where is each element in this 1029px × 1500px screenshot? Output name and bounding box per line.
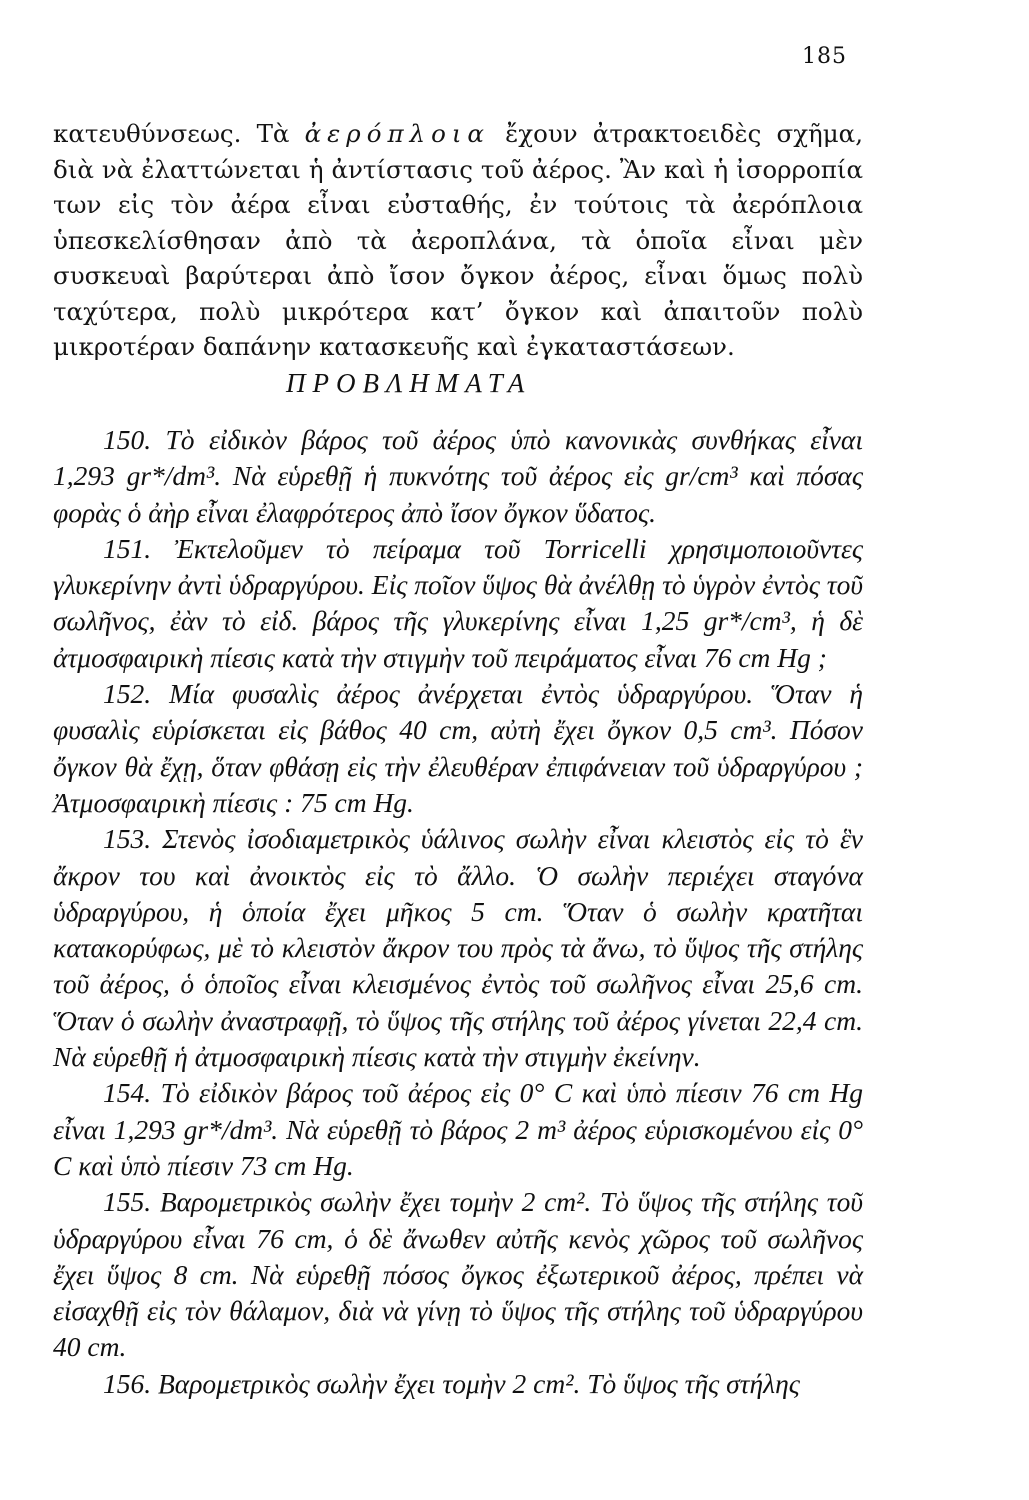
intro-spaced-word: ἀερόπλοια <box>304 119 490 148</box>
problem-number: 151. <box>103 532 152 564</box>
problem-number: 154. <box>103 1077 152 1109</box>
problem-number: 153. <box>103 823 152 855</box>
problem-153 <box>53 821 863 1075</box>
problem-number: 155. <box>103 1186 152 1218</box>
problems-heading: ΠΡΟΒΛΗΜΑΤΑ <box>286 368 532 398</box>
intro-paragraph <box>53 116 863 365</box>
problems-list <box>53 422 863 1402</box>
intro-lead: κατευθύνσεως. Τὰ <box>53 119 305 148</box>
problem-number: 152. <box>103 678 152 710</box>
problem-152 <box>53 676 863 821</box>
page-number: 185 <box>802 44 847 69</box>
problem-number: 150. <box>103 424 152 455</box>
problem-text: Βαρομετρικὸς σωλὴν ἔχει τομὴν 2 cm². Τὸ ὕψος τῆς στήλης <box>158 1367 800 1399</box>
problem-text: Τὸ εἰδικὸν βάρος τοῦ ἀέρος ὑπὸ κανονικὰς συνθήκας εἶναι 1,293 gr*/dm³. Νὰ εὑρεθῇ ἡ πυκνότης τοῦ ἀέρος εἰς gr/cm³ καὶ πόσας φορὰς ὁ ἀὴρ εἶναι ἐλαφρότερος ἀπὸ ἴσον ὄγκον ὕδατος. <box>53 424 864 528</box>
problem-150 <box>53 422 863 531</box>
intro-text: ἔχουν ἀτρακτοειδὲς σχῆμα, διὰ νὰ ἐλαττώνεται ἡ ἀντίστασις τοῦ ἀέρος. Ἂν καὶ ἡ ἰσορροπία των εἰς τὸν ἀέρα εἶναι εὐσταθής, ἐν τούτοις τὰ ἀερόπλοια ὑπεσκελίσθησαν ἀπὸ τὰ ἀεροπλάνα, τὰ ὁποῖα εἶναι μὲν συσκευαὶ βαρύτεραι ἀπὸ ἴσον ὄγκον ἀέρος, εἶναι ὅμως πολὺ ταχύτερα, πολὺ μικρότερα κατ’ ὄγκον καὶ ἀπαιτοῦν πολὺ μικροτέραν δαπάνην κατασκευῆς καὶ ἐγκαταστάσεων. <box>53 119 863 361</box>
problem-155 <box>53 1184 863 1365</box>
problem-156 <box>53 1366 863 1402</box>
problem-number: 156. <box>103 1367 152 1399</box>
problem-text: Βαρομετρικὸς σωλὴν ἔχει τομὴν 2 cm². Τὸ ὕψος τῆς στήλης τοῦ ὑδραργύρου εἶναι 76 cm, ὁ δὲ ἄνωθεν αὐτῆς κενὸς χῶρος τοῦ σωλῆνος ἔχει ὕψος 8 cm. Νὰ εὑρεθῇ πόσος ὄγκος ἐξωτερικοῦ ἀέρος, πρέπει νὰ εἰσαχθῇ εἰς τὸν θάλαμον, διὰ νὰ γίνῃ τὸ ὕψος τῆς στήλης τοῦ ὑδραργύρου 40 cm. <box>53 1186 864 1363</box>
problem-text: Μία φυσαλὶς ἀέρος ἀνέρχεται ἐντὸς ὑδραργύρου. Ὅταν ἡ φυσαλὶς εὑρίσκεται εἰς βάθος 40 cm, αὐτὴ ἔχει ὄγκον 0,5 cm³. Πόσον ὄγκον θὰ ἔχῃ, ὅταν φθάσῃ εἰς τὴν ἐλευθέραν ἐπιφάνειαν τοῦ ὑδραργύρου ; Ἀτμοσφαιρικὴ πίεσις : 75 cm Hg. <box>53 678 863 818</box>
problem-151 <box>53 531 863 676</box>
problem-text: Ἐκτελοῦμεν τὸ πείραμα τοῦ Torricelli χρησιμοποιοῦντες γλυκερίνην ἀντὶ ὑδραργύρου. Εἰς ποῖον ὕψος θὰ ἀνέλθῃ τὸ ὑγρὸν ἐντὸς τοῦ σωλῆνος, ἐὰν τὸ εἰδ. βάρος τῆς γλυκερίνης εἶναι 1,25 gr*/cm³, ἡ δὲ ἀτμοσφαιρικὴ πίεσις κατὰ τὴν στιγμὴν τοῦ πειράματος εἶναι 76 cm Hg ; <box>53 532 863 673</box>
problem-text: Τὸ εἰδικὸν βάρος τοῦ ἀέρος εἰς 0° C καὶ ὑπὸ πίεσιν 76 cm Hg εἶναι 1,293 gr*/dm³. Νὰ εὑρεθῇ τὸ βάρος 2 m³ ἀέρος εὑρισκομένου εἰς 0° C καὶ ὑπὸ πίεσιν 73 cm Hg. <box>53 1077 864 1181</box>
problem-text: Στενὸς ἰσοδιαμετρικὸς ὑάλινος σωλὴν εἶναι κλειστὸς εἰς τὸ ἓν ἄκρον του καὶ ἀνοικτὸς εἰς τὸ ἄλλο. Ὁ σωλὴν περιέχει σταγόνα ὑδραργύρου, ἡ ὁποία ἔχει μῆκος 5 cm. Ὅταν ὁ σωλὴν κρατῆται κατακορύφως, μὲ τὸ κλειστὸν ἄκρον του πρὸς τὰ ἄνω, τὸ ὕψος τῆς στήλης τοῦ ἀέρος, ὁ ὁποῖος εἶναι κλεισμένος ἐντὸς τοῦ σωλῆνος εἶναι 25,6 cm. Ὅταν ὁ σωλὴν ἀναστραφῇ, τὸ ὕψος τῆς στήλης τοῦ ἀέρος γίνεται 22,4 cm. Νὰ εὑρεθῇ ἡ ἀτμοσφαιρικὴ πίεσις κατὰ τὴν στιγμὴν ἐκείνην. <box>53 823 864 1073</box>
problem-154 <box>53 1075 863 1184</box>
